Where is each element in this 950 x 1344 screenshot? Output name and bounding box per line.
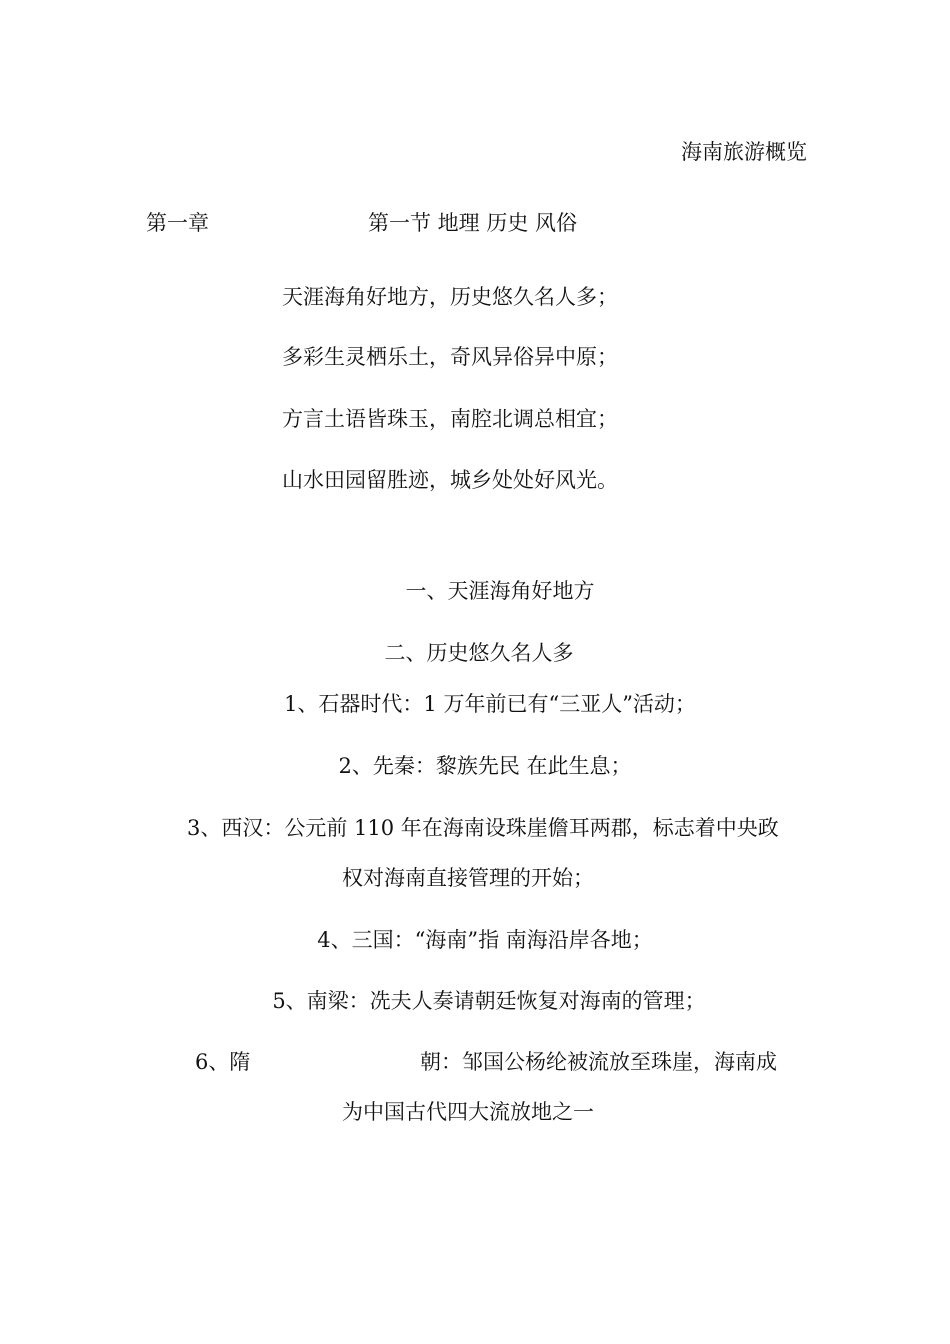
history-item-6: 朝：邹国公杨纶被流放至珠崖，海南成 [420,1050,777,1074]
poem-line: 天涯海角好地方，历史悠久名人多； [282,285,618,309]
section-title: 第一节 地理 历史 风俗 [368,211,578,235]
document-title: 海南旅游概览 [681,140,807,164]
history-item-1: 1、石器时代：1 万年前已有“三亚人”活动； [284,692,696,716]
poem-line: 方言土语皆珠玉，南腔北调总相宜； [282,407,618,431]
chapter-label: 第一章 [146,211,209,235]
history-item-4: 4、三国：“海南”指 南海沿岸各地； [317,928,653,952]
section-heading-1: 一、天涯海角好地方 [405,579,595,603]
history-item-3-continued: 权对海南直接管理的开始； [342,866,594,890]
section-heading-2: 二、历史悠久名人多 [384,641,574,665]
history-item-2: 2、先秦：黎族先民 在此生息； [338,754,632,778]
history-item-6-label: 6、隋 [195,1050,251,1074]
poem-line: 多彩生灵栖乐土，奇风异俗异中原； [282,345,618,369]
poem-line: 山水田园留胜迹，城乡处处好风光。 [282,468,618,492]
history-item-3: 3、西汉：公元前 110 年在海南设珠崖儋耳两郡，标志着中央政 [187,816,779,840]
history-item-5: 5、南梁：冼夫人奏请朝廷恢复对海南的管理； [272,989,706,1013]
history-item-6-continued: 为中国古代四大流放地之一 [342,1100,594,1124]
